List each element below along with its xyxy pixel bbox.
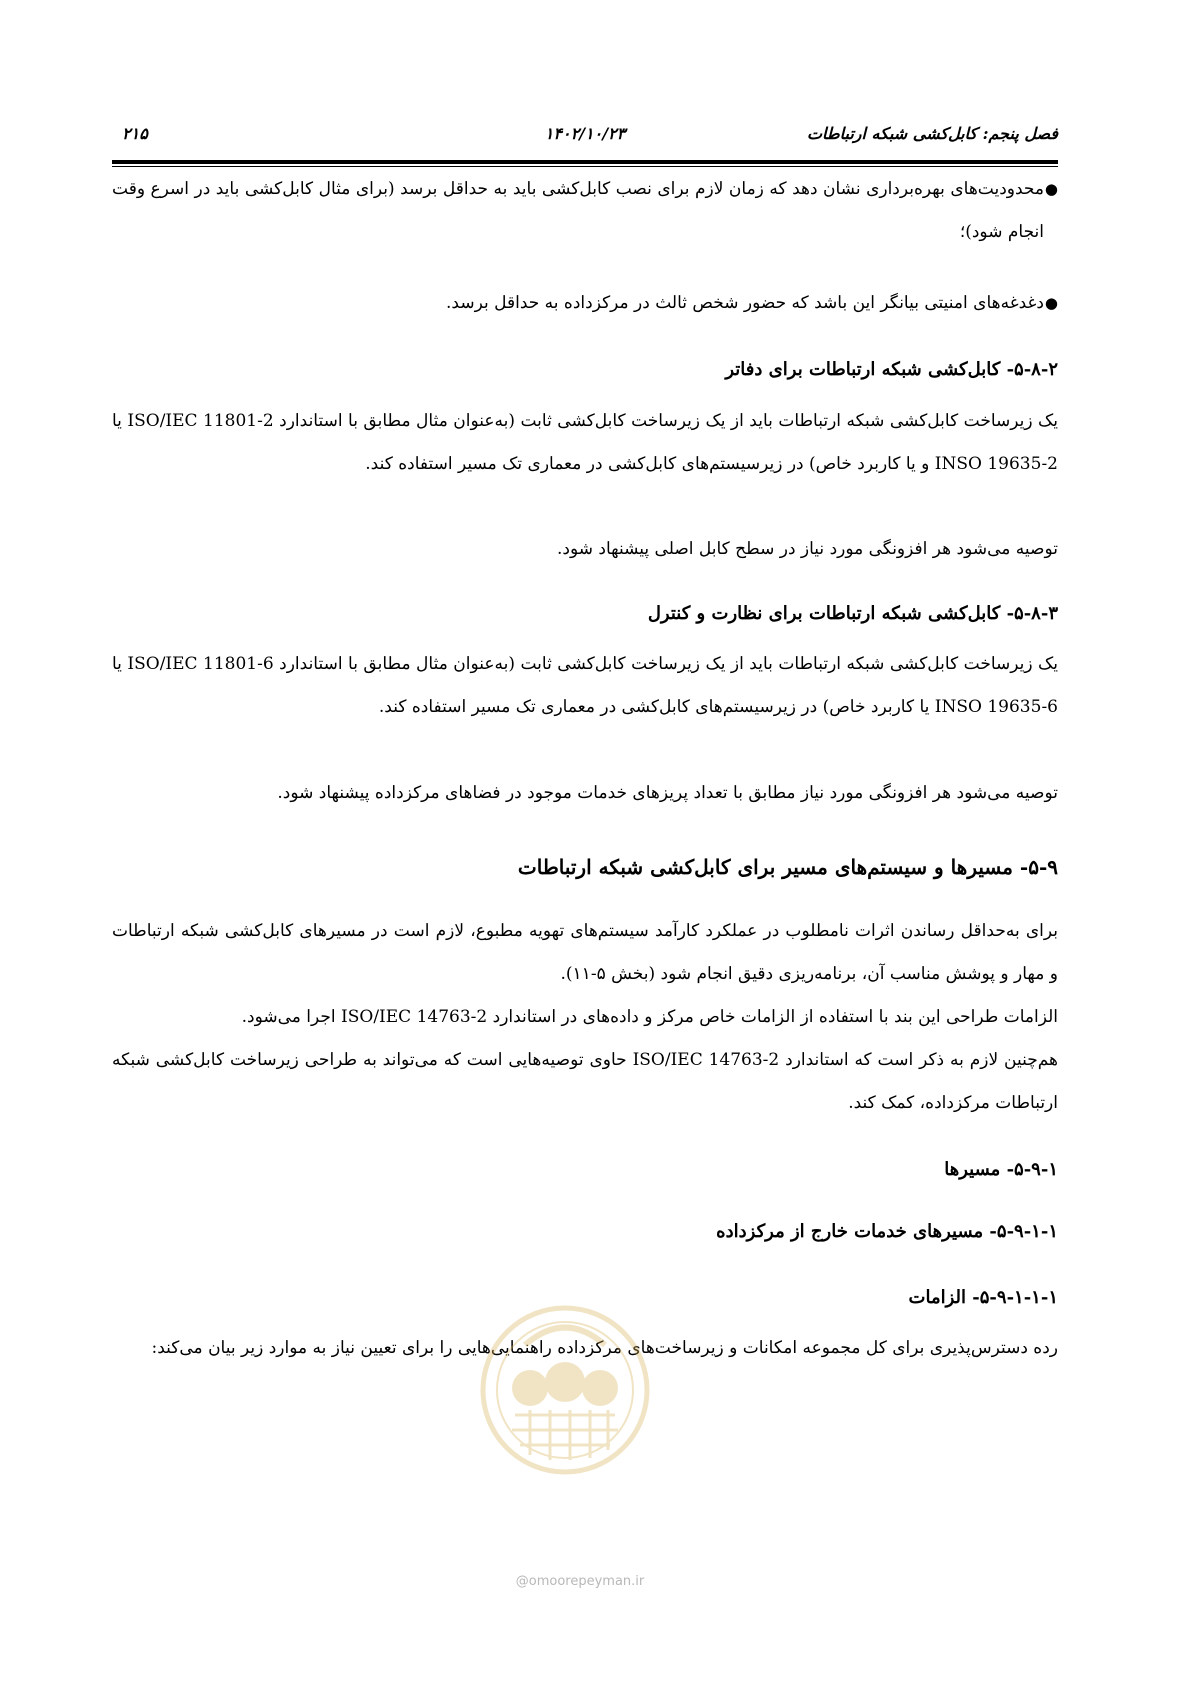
header-rule-thin — [112, 166, 1058, 167]
bullet-text: محدودیت‌های بهره‌برداری نشان دهد که زمان لازم برای نصب کابل‌کشی باید به حداقل برسد (برای مثال کابل‌کشی باید در اسرع وقت انجام شود)؛ — [112, 179, 1044, 242]
page-header — [112, 124, 1058, 154]
bullet-item — [112, 282, 1058, 325]
paragraph: الزامات طراحی این بند با استفاده از الزامات خاص مرکز و داده‌های در استاندارد ISO/IEC 14763-2 اجرا می‌شود. — [241, 1007, 1058, 1027]
section-heading-5-9-1-1-1: ۵-۹-۱-۱-۱- الزامات — [908, 1287, 1058, 1308]
section-heading-5-9: ۵-۹- مسیرها و سیستم‌های مسیر برای کابل‌کشی شبکه ارتباطات — [517, 855, 1058, 879]
bullet-dot-icon: ● — [1044, 180, 1058, 198]
paragraph: هم‌چنین لازم به ذکر است که استاندارد ISO/IEC 14763-2 حاوی توصیه‌هایی است که می‌تواند به طراحی زیرساخت کابل‌کشی شبکه ارتباطات مرکزداده، کمک کند. — [112, 1050, 1059, 1113]
header-date: ۱۴۰۲/۱۰/۲۳ — [544, 124, 626, 143]
paragraph: برای به‌حداقل رساندن اثرات نامطلوب در عملکرد کارآمد سیستم‌های تهویه مطبوع، لازم است در مسیرهای کابل‌کشی شبکه ارتباطات و مهار و پوشش مناسب آن، برنامه‌ریزی دقیق انجام شود (بخش ۵-۱۱). — [112, 921, 1058, 984]
section-heading-5-9-1-1: ۵-۹-۱-۱- مسیرهای خدمات خارج از مرکزداده — [716, 1221, 1058, 1242]
omoorepeyman-seal-icon — [470, 1300, 660, 1480]
bullet-dot-icon: ● — [1044, 294, 1058, 312]
bullet-item — [112, 168, 1058, 254]
bullet-text: دغدغه‌های امنیتی بیانگر این باشد که حضور شخص ثالث در مرکزداده به حداقل برسد. — [446, 293, 1044, 313]
section-heading-5-9-1: ۵-۹-۱- مسیرها — [944, 1159, 1058, 1180]
chapter-title: فصل پنجم: کابل‌کشی شبکه ارتباطات — [806, 124, 1058, 143]
section-heading-5-8-3: ۵-۸-۳- کابل‌کشی شبکه ارتباطات برای نظارت و کنترل — [647, 603, 1058, 624]
watermark-site-text: @omoorepeyman.ir — [515, 1574, 645, 1589]
paragraph: یک زیرساخت کابل‌کشی شبکه ارتباطات باید از یک زیرساخت کابل‌کشی ثابت (به‌عنوان مثال مطابق با استاندارد ISO/IEC 11801-6 یا INSO 19635-6 یا کاربرد خاص) در زیرسیستم‌های کابل‌کشی در معماری تک مسیر استفاده کند. — [112, 654, 1058, 717]
section-heading-5-8-2: ۵-۸-۲- کابل‌کشی شبکه ارتباطات برای دفاتر — [725, 359, 1058, 380]
paragraph: رده دسترس‌پذیری برای کل مجموعه امکانات و زیرساخت‌های مرکزداده راهنمایی‌هایی را برای تعیین نیاز به موارد زیر بیان می‌کند: — [151, 1338, 1058, 1358]
paragraph: توصیه می‌شود هر افزونگی مورد نیاز مطابق با تعداد پریزهای خدمات موجود در فضاهای مرکزداده پیشنهاد شود. — [277, 783, 1058, 803]
paragraph: یک زیرساخت کابل‌کشی شبکه ارتباطات باید از یک زیرساخت کابل‌کشی ثابت (به‌عنوان مثال مطابق با استاندارد ISO/IEC 11801-2 یا INSO 19635-2 و یا کاربرد خاص) در زیرسیستم‌های کابل‌کشی در معماری تک مسیر استفاده کند. — [112, 411, 1058, 474]
paragraph: توصیه می‌شود هر افزونگی مورد نیاز در سطح کابل اصلی پیشنهاد شود. — [556, 539, 1058, 559]
page-number: ۲۱۵ — [122, 124, 148, 143]
header-rule-thick — [112, 160, 1058, 164]
